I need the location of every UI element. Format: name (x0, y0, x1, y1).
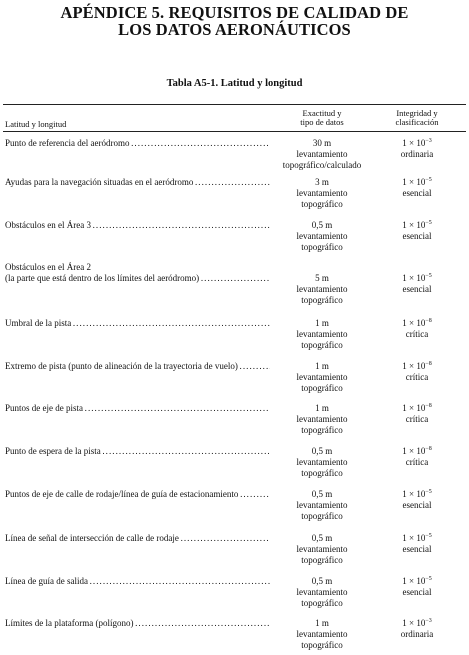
accuracy-line: topográfico/calculado (282, 160, 362, 170)
accuracy-line: 0,5 m (311, 533, 333, 543)
accuracy-cell (270, 138, 374, 171)
integrity-exponent: −5 (425, 576, 432, 582)
accuracy-line: levantamiento (296, 284, 348, 294)
integrity-base: 1 × 10 (402, 177, 426, 187)
accuracy-line: 0,5 m (311, 576, 333, 586)
column-header-integrity-line2: clasificación (395, 117, 439, 127)
row-label-line: Umbral de la pista . . . (5, 318, 270, 329)
integrity-class: ordinaria (400, 629, 434, 639)
accuracy-line: topográfico (301, 199, 343, 209)
row-label (5, 576, 270, 587)
accuracy-cell (270, 220, 374, 253)
accuracy-line: topográfico (301, 383, 343, 393)
integrity-class: crítica (405, 414, 429, 424)
integrity-base: 1 × 10 (402, 220, 426, 230)
integrity-base: 1 × 10 (402, 489, 426, 499)
integrity-exponent: −3 (425, 618, 432, 624)
row-label-line: (la parte que está dentro de los límites del aeródromo) . . . (5, 273, 270, 284)
table-header-rule (3, 131, 466, 132)
row-label (5, 489, 270, 500)
accuracy-line: levantamiento (296, 188, 348, 198)
integrity-value (378, 576, 456, 587)
integrity-value (378, 489, 456, 500)
column-header-accuracy-line2: tipo de datos (300, 117, 344, 127)
row-label (5, 177, 270, 188)
integrity-exponent: −5 (425, 533, 432, 539)
integrity-exponent: −8 (425, 446, 432, 452)
accuracy-line: 0,5 m (311, 220, 333, 230)
integrity-class: esencial (402, 188, 432, 198)
integrity-class: ordinaria (400, 149, 434, 159)
integrity-exponent: −3 (425, 138, 432, 144)
accuracy-line: 30 m (312, 138, 332, 148)
row-label-line: Ayudas para la navegación situadas en el aeródromo . . . (5, 177, 270, 188)
integrity-base: 1 × 10 (402, 533, 426, 543)
accuracy-line: topográfico (301, 598, 343, 608)
accuracy-line: levantamiento (296, 231, 348, 241)
row-label (5, 361, 270, 372)
integrity-value (378, 618, 456, 629)
accuracy-cell (270, 489, 374, 522)
integrity-cell (378, 618, 456, 640)
integrity-cell (378, 533, 456, 555)
integrity-cell (378, 361, 456, 383)
accuracy-line: 0,5 m (311, 489, 333, 499)
accuracy-line: levantamiento (296, 629, 348, 639)
accuracy-line: topográfico (301, 468, 343, 478)
row-label (5, 446, 270, 457)
integrity-class: esencial (402, 587, 432, 597)
accuracy-cell (270, 177, 374, 210)
integrity-value (378, 318, 456, 329)
integrity-cell (378, 273, 456, 295)
appendix-title-line1: APÉNDICE 5. REQUISITOS DE CALIDAD DE (60, 3, 409, 22)
accuracy-line: levantamiento (296, 500, 348, 510)
column-header-item: Latitud y longitud (5, 119, 67, 129)
row-label-line: Punto de espera de la pista . . . (5, 446, 270, 457)
accuracy-cell (270, 618, 374, 651)
accuracy-line: topográfico (301, 295, 343, 305)
accuracy-line: topográfico (301, 340, 343, 350)
integrity-cell (378, 446, 456, 468)
integrity-class: crítica (405, 329, 429, 339)
integrity-base: 1 × 10 (402, 361, 426, 371)
accuracy-line: 1 m (315, 403, 329, 413)
integrity-cell (378, 403, 456, 425)
integrity-value (378, 177, 456, 188)
row-label-line: Obstáculos en el Área 3 . . . (5, 220, 270, 231)
integrity-base: 1 × 10 (402, 138, 426, 148)
accuracy-line: topográfico (301, 242, 343, 252)
integrity-cell (378, 177, 456, 199)
integrity-base: 1 × 10 (402, 618, 426, 628)
row-label-line: Extremo de pista (punto de alineación de la trayectoria de vuelo) . . . (5, 361, 270, 372)
accuracy-line: levantamiento (296, 329, 348, 339)
table-caption: Tabla A5-1. Latitud y longitud (166, 78, 303, 89)
column-header-integrity (378, 109, 456, 127)
accuracy-line: 1 m (315, 618, 329, 628)
integrity-class: crítica (405, 457, 429, 467)
integrity-base: 1 × 10 (402, 273, 426, 283)
accuracy-line: 1 m (315, 318, 329, 328)
integrity-exponent: −8 (425, 403, 432, 409)
accuracy-cell (270, 273, 374, 306)
integrity-class: esencial (402, 544, 432, 554)
column-header-integrity-line1: Integridad y (396, 108, 438, 118)
integrity-cell (378, 220, 456, 242)
accuracy-line: levantamiento (296, 457, 348, 467)
accuracy-line: 0,5 m (311, 446, 333, 456)
integrity-value (378, 273, 456, 284)
integrity-base: 1 × 10 (402, 446, 426, 456)
table-top-rule (3, 104, 466, 105)
appendix-title-line2: LOS DATOS AERONÁUTICOS (118, 20, 351, 39)
accuracy-line: 3 m (315, 177, 329, 187)
integrity-value (378, 533, 456, 544)
row-label (5, 533, 270, 544)
row-label-line: Límites de la plataforma (polígono) . . . (5, 618, 270, 629)
accuracy-line: topográfico (301, 555, 343, 565)
integrity-exponent: −5 (425, 489, 432, 495)
integrity-value (378, 403, 456, 414)
accuracy-cell (270, 576, 374, 609)
accuracy-line: 1 m (315, 361, 329, 371)
integrity-base: 1 × 10 (402, 318, 426, 328)
row-label-line: Obstáculos en el Área 2 (5, 262, 91, 272)
accuracy-line: topográfico (301, 425, 343, 435)
row-label-line: Línea de señal de intersección de calle de rodaje . . . (5, 533, 270, 544)
row-label (5, 618, 270, 629)
row-label-line: Línea de guía de salida . . . (5, 576, 270, 587)
accuracy-line: topográfico (301, 511, 343, 521)
integrity-exponent: −5 (425, 220, 432, 226)
integrity-value (378, 361, 456, 372)
integrity-exponent: −8 (425, 361, 432, 367)
accuracy-line: 5 m (315, 273, 329, 283)
row-label-line: Puntos de eje de pista . . . (5, 403, 270, 414)
row-label-line: Punto de referencia del aeródromo . . . (5, 138, 270, 149)
row-label (5, 262, 270, 284)
accuracy-line: topográfico (301, 640, 343, 650)
row-label (5, 220, 270, 231)
accuracy-cell (270, 318, 374, 351)
integrity-value (378, 220, 456, 231)
accuracy-cell (270, 403, 374, 436)
integrity-class: esencial (402, 284, 432, 294)
integrity-value (378, 138, 456, 149)
row-label (5, 138, 270, 149)
integrity-value (378, 446, 456, 457)
accuracy-line: levantamiento (296, 587, 348, 597)
row-label-line: Puntos de eje de calle de rodaje/línea de guía de estacionamiento . . . (5, 489, 270, 500)
integrity-exponent: −5 (425, 177, 432, 183)
column-header-accuracy-line1: Exactitud y (302, 108, 342, 118)
row-label (5, 318, 270, 329)
row-label (5, 403, 270, 414)
accuracy-line: levantamiento (296, 149, 348, 159)
integrity-class: crítica (405, 372, 429, 382)
accuracy-cell (270, 533, 374, 566)
column-header-accuracy (270, 109, 374, 127)
accuracy-line: levantamiento (296, 414, 348, 424)
integrity-class: esencial (402, 500, 432, 510)
accuracy-line: levantamiento (296, 544, 348, 554)
integrity-exponent: −5 (425, 273, 432, 279)
accuracy-line: levantamiento (296, 372, 348, 382)
integrity-base: 1 × 10 (402, 576, 426, 586)
integrity-cell (378, 318, 456, 340)
accuracy-cell (270, 446, 374, 479)
integrity-class: esencial (402, 231, 432, 241)
integrity-cell (378, 489, 456, 511)
integrity-cell (378, 576, 456, 598)
integrity-cell (378, 138, 456, 160)
integrity-base: 1 × 10 (402, 403, 426, 413)
integrity-exponent: −8 (425, 318, 432, 324)
accuracy-cell (270, 361, 374, 394)
